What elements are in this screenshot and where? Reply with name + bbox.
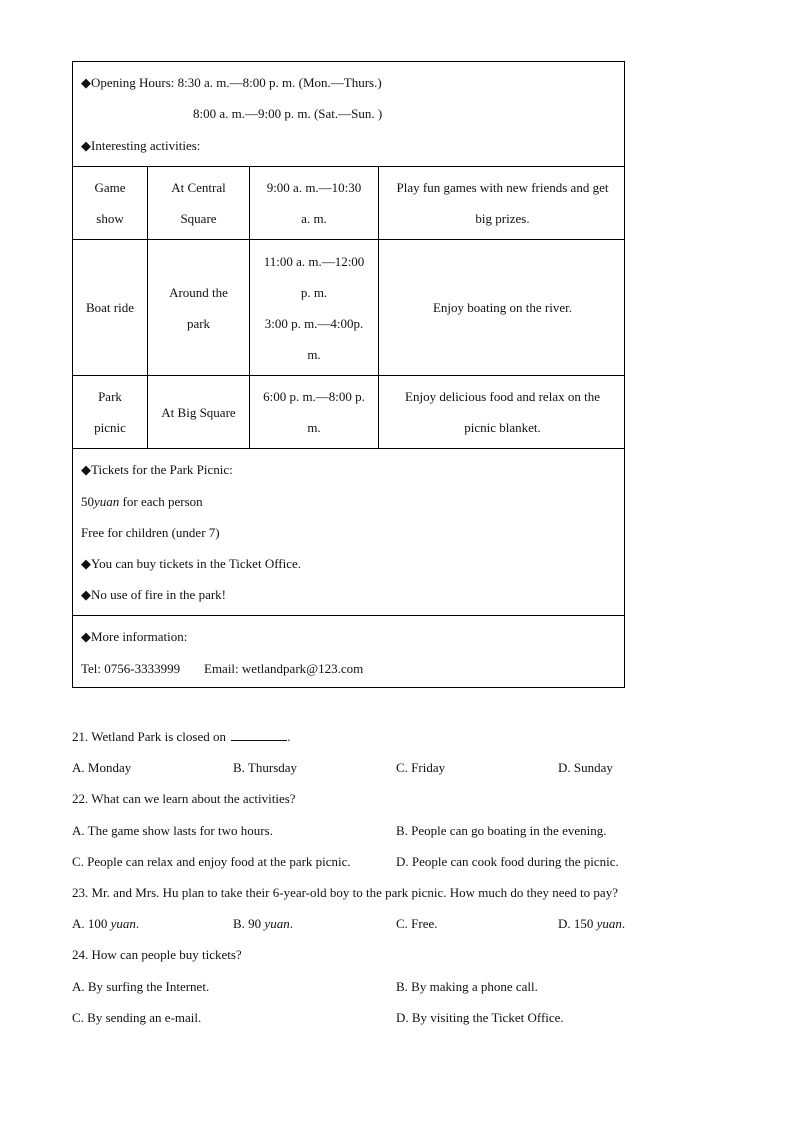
question-24: 24. How can people buy tickets? bbox=[72, 947, 242, 962]
activity-desc-cell bbox=[379, 167, 626, 239]
activity-place: At Central bbox=[171, 180, 226, 195]
option-21-a[interactable]: A. Monday bbox=[72, 760, 132, 775]
activity-time: m. bbox=[307, 420, 321, 435]
question-22: 22. What can we learn about the activities? bbox=[72, 791, 296, 806]
activity-place: At Big Square bbox=[161, 404, 236, 420]
option-text: B. 90 bbox=[233, 916, 265, 931]
option-unit: yuan bbox=[110, 916, 136, 931]
activity-place-cell bbox=[148, 167, 249, 239]
activity-name: show bbox=[96, 211, 124, 226]
option-text: C. Free. bbox=[396, 916, 438, 931]
activity-place: Square bbox=[180, 211, 217, 226]
more-info-heading: ◆More information: bbox=[81, 629, 188, 644]
option-text: D. 150 bbox=[558, 916, 597, 931]
option-text: A. 100 bbox=[72, 916, 111, 931]
opening-hours-weekend: 8:00 a. m.—9:00 p. m. (Sat.—Sun. ) bbox=[193, 106, 383, 121]
activity-time: 6:00 p. m.—8:00 p. bbox=[263, 389, 365, 404]
option-24-b[interactable]: B. By making a phone call. bbox=[396, 979, 538, 994]
activity-desc: Enjoy delicious food and relax on the bbox=[405, 389, 600, 404]
option-suffix: . bbox=[135, 916, 140, 931]
ticket-price-suffix: for each person bbox=[119, 494, 203, 509]
option-23-d[interactable] bbox=[558, 916, 625, 932]
option-unit: yuan bbox=[264, 916, 290, 931]
contact-tel: Tel: 0756-3333999 bbox=[81, 661, 181, 676]
activity-name-cell bbox=[73, 376, 147, 448]
activity-place: Around the bbox=[169, 284, 228, 300]
answer-blank bbox=[231, 729, 287, 741]
activity-name-cell bbox=[73, 167, 147, 239]
option-22-a[interactable]: A. The game show lasts for two hours. bbox=[72, 823, 273, 838]
activity-time-cell bbox=[250, 240, 378, 375]
activity-name: Boat ride bbox=[85, 300, 134, 315]
option-22-b[interactable]: B. People can go boating in the evening. bbox=[396, 823, 607, 838]
activity-time-cell bbox=[250, 167, 378, 239]
option-23-a[interactable] bbox=[72, 916, 139, 932]
activity-name: Park bbox=[98, 389, 122, 404]
activity-place: park bbox=[186, 315, 211, 331]
activity-desc-cell bbox=[379, 240, 626, 375]
option-unit: yuan bbox=[596, 916, 622, 931]
activity-name: picnic bbox=[94, 420, 126, 435]
option-22-d[interactable]: D. People can cook food during the picnic. bbox=[396, 854, 619, 869]
tickets-heading: ◆Tickets for the Park Picnic: bbox=[81, 462, 233, 477]
activity-time: a. m. bbox=[301, 211, 327, 226]
ticket-price bbox=[81, 494, 203, 510]
question-stem-end: . bbox=[287, 729, 291, 744]
buy-tickets-note: ◆You can buy tickets in the Ticket Office. bbox=[81, 556, 302, 571]
option-suffix: . bbox=[621, 916, 626, 931]
activity-name: Game bbox=[94, 180, 126, 195]
option-24-c[interactable]: C. By sending an e-mail. bbox=[72, 1010, 202, 1025]
option-23-c[interactable] bbox=[396, 916, 438, 932]
free-children-note: Free for children (under 7) bbox=[81, 525, 220, 540]
question-23: 23. Mr. and Mrs. Hu plan to take their 6-year-old boy to the park picnic. How much do they need to pay? bbox=[72, 885, 618, 900]
question-stem: 21. Wetland Park is closed on bbox=[72, 729, 226, 744]
table-bottom-border bbox=[73, 448, 624, 449]
section-divider bbox=[73, 615, 624, 616]
ticket-price-amount: 50 bbox=[81, 494, 94, 509]
option-23-b[interactable] bbox=[233, 916, 293, 932]
activity-name-cell bbox=[73, 240, 147, 375]
contact-email: Email: wetlandpark@123.com bbox=[204, 661, 364, 676]
option-21-b[interactable]: B. Thursday bbox=[233, 760, 298, 775]
activity-time: p. m. bbox=[300, 284, 328, 300]
activity-time-cell bbox=[250, 376, 378, 448]
activity-place-cell bbox=[148, 376, 249, 448]
park-notice-box bbox=[72, 61, 625, 688]
activities-heading: ◆Interesting activities: bbox=[81, 138, 201, 153]
option-21-c[interactable]: C. Friday bbox=[396, 760, 446, 775]
activity-desc: picnic blanket. bbox=[464, 420, 541, 435]
option-24-d[interactable]: D. By visiting the Ticket Office. bbox=[396, 1010, 564, 1025]
option-21-d[interactable]: D. Sunday bbox=[558, 760, 613, 775]
ticket-price-unit: yuan bbox=[94, 494, 120, 509]
activity-desc: Play fun games with new friends and get bbox=[396, 180, 609, 195]
no-fire-note: ◆No use of fire in the park! bbox=[81, 587, 227, 602]
activity-time: 3:00 p. m.—4:00p. bbox=[264, 315, 364, 331]
option-suffix: . bbox=[289, 916, 293, 931]
activity-time: m. bbox=[307, 346, 321, 362]
option-22-c[interactable]: C. People can relax and enjoy food at the park picnic. bbox=[72, 854, 351, 869]
activity-time: 9:00 a. m.—10:30 bbox=[266, 180, 362, 195]
opening-hours-weekday: ◆Opening Hours: 8:30 a. m.—8:00 p. m. (Mon.—Thurs.) bbox=[81, 75, 382, 90]
option-24-a[interactable]: A. By surfing the Internet. bbox=[72, 979, 210, 994]
activity-desc-cell bbox=[379, 376, 626, 448]
activity-place-cell bbox=[148, 240, 249, 375]
question-21 bbox=[72, 729, 290, 745]
activity-time: 11:00 a. m.—12:00 bbox=[263, 253, 365, 269]
activity-desc: big prizes. bbox=[475, 211, 530, 226]
activity-desc: Enjoy boating on the river. bbox=[432, 300, 572, 315]
